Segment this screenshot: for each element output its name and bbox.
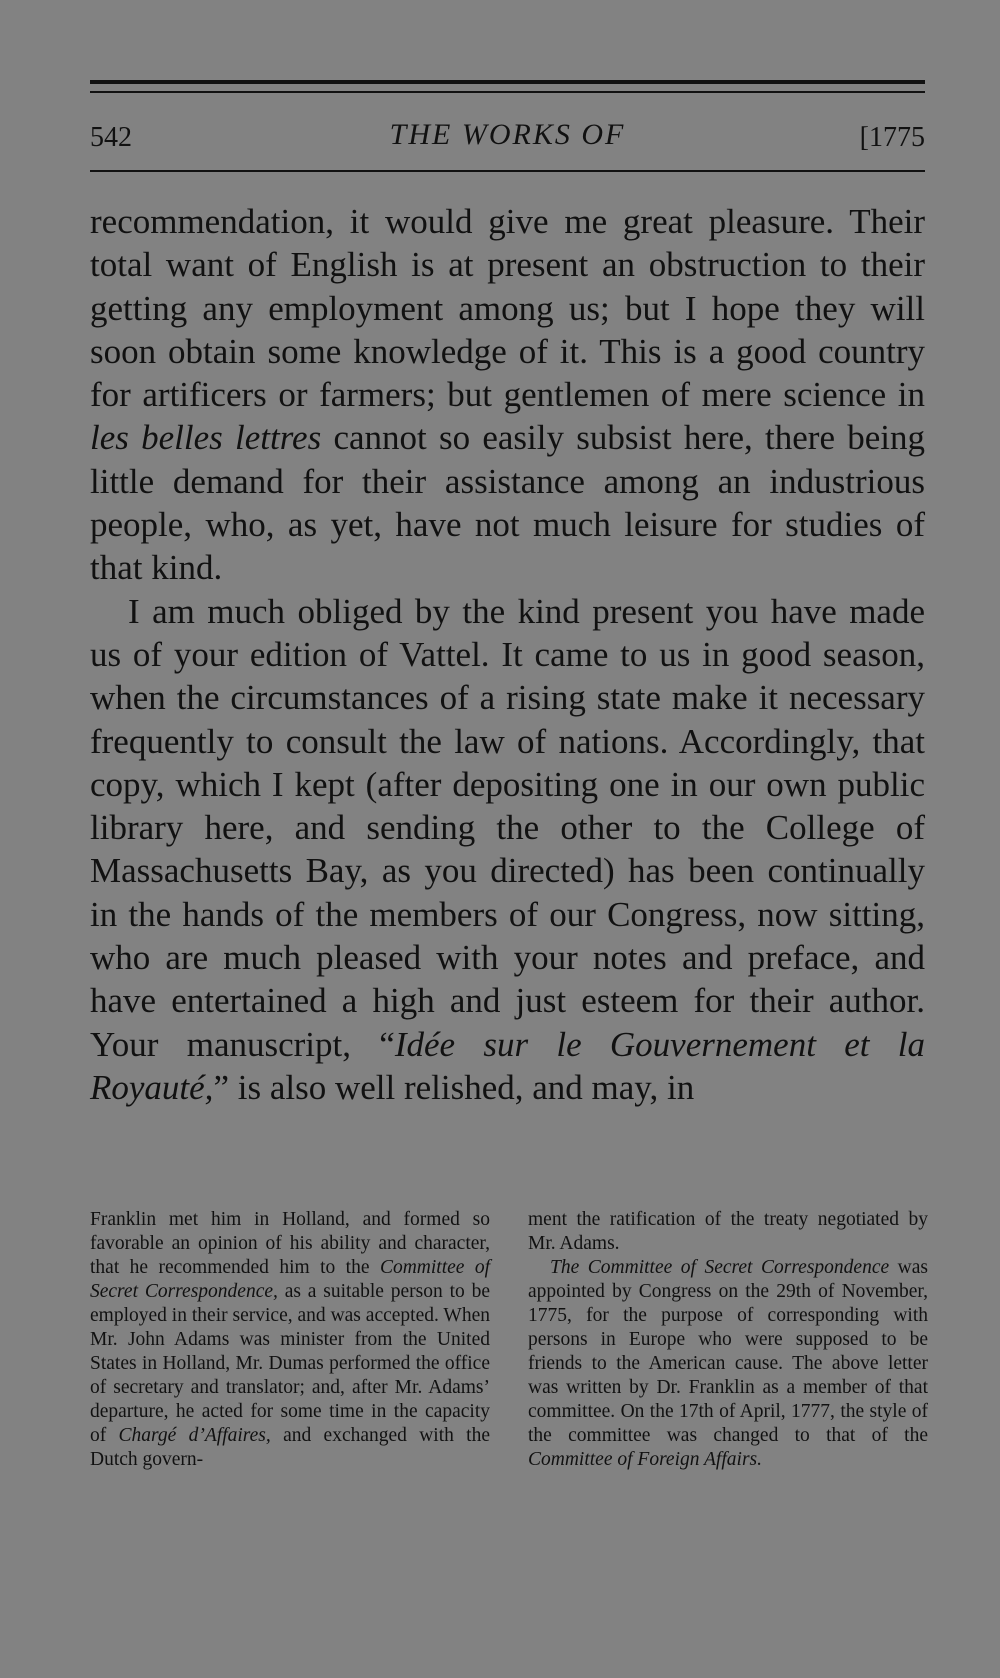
italic-text: les belles lettres — [90, 418, 322, 458]
text-span: recommendation, it would give me great pleasure. Their total want of English is at present an obstruction to their getting any employment among us; but I hope they will soon obtain some knowledge of it. This is a good country for artificers or farmers; but gentlemen of mere science in — [90, 202, 925, 415]
page-number: 542 — [90, 122, 132, 153]
header-rule — [90, 170, 925, 172]
top-rule-thick — [90, 80, 925, 84]
italic-text: The Committee of Secret Correspondence — [550, 1257, 890, 1278]
text-span: Franklin met him in Holland, and formed so favorable an opinion of his ability and character, that he recommended him to the — [90, 1209, 490, 1278]
italic-text: Committee of Secret Correspondence, — [90, 1257, 491, 1302]
paragraph-1 — [90, 200, 925, 590]
page-header — [90, 118, 925, 158]
main-text — [90, 200, 925, 1109]
text-span: ” is also well relished, and may, in — [213, 1067, 695, 1107]
footnote-paragraph: ment the ratification of the treaty negotiated by Mr. Adams. — [528, 1209, 928, 1254]
footnote-paragraph — [90, 1208, 490, 1472]
running-title: THE WORKS OF — [389, 118, 626, 151]
paragraph-2 — [90, 590, 925, 1110]
top-rule-thin — [90, 91, 925, 93]
text-span: as a suitable person to be employed in their service, and was accepted. When Mr. John Adams was minister from the United States in Holland, Mr. Dumas performed the office of secretary and translator; and, after Mr. Adams’ departure, he acted for some time in the capacity of — [90, 1281, 490, 1446]
italic-text: Committee of Foreign Affairs. — [528, 1449, 762, 1470]
italic-text: Idée sur le Gouvernement et la Royauté, — [90, 1024, 925, 1107]
footnote-column-left — [90, 1208, 490, 1472]
text-span: and exchanged with the Dutch govern- — [90, 1425, 491, 1470]
header-year: [1775 — [859, 122, 925, 153]
footnote-paragraph — [528, 1256, 928, 1472]
italic-text: Chargé d’Affaires, — [118, 1425, 271, 1446]
text-span: was appointed by Congress on the 29th of November, 1775, for the purpose of corresponding with persons in Europe who were supposed to be friends to the American cause. The above letter was written by Dr. Franklin as a member of that committee. On the 17th of April, 1777, the style of the committee was changed to that of the — [528, 1257, 929, 1446]
text-span: cannot so easily subsist here, there being little demand for their assistance among an industrious people, who, as yet, have not much leisure for studies of that kind. — [90, 418, 925, 588]
footnote-column-right — [528, 1208, 928, 1472]
text-span: I am much obliged by the kind present you have made us of your edition of Vattel. It came to us in good season, when the circumstances of a rising state make it necessary frequently to consult the law of nations. Accordingly, that copy, which I kept (after depositing one in our own public library here, and sending the other to the College of Massachusetts Bay, as you directed) has been continually in the hands of the members of our Congress, now sitting, who are much pleased with your notes and preface, and have entertained a high and just esteem for their author. Your manuscript, “ — [90, 591, 925, 1064]
footnotes — [90, 1208, 928, 1472]
